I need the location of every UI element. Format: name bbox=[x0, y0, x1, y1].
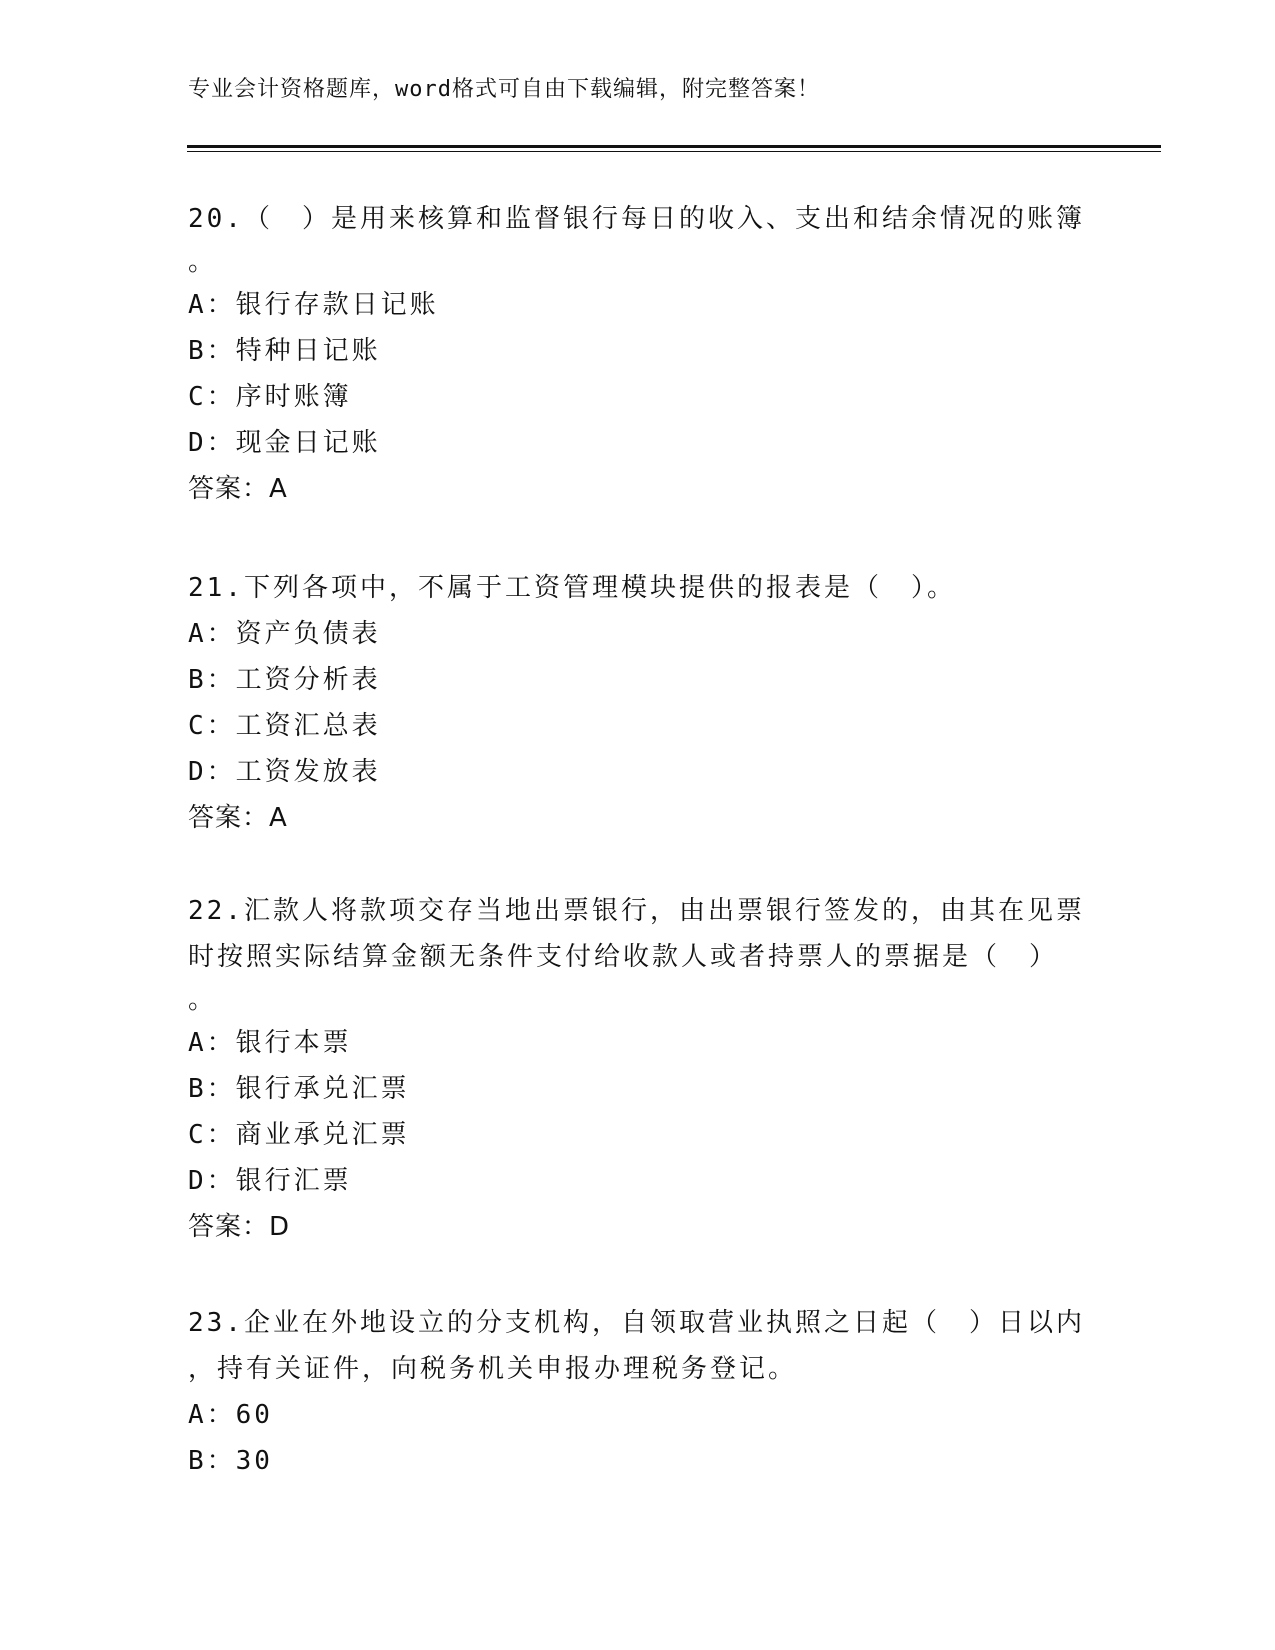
question-22-option-a: A：银行本票 bbox=[188, 1028, 352, 1058]
question-21-option-a: A：资产负债表 bbox=[188, 619, 381, 649]
question-23-option-a: A：60 bbox=[188, 1400, 273, 1430]
question-22-text-line2: 时按照实际结算金额无条件支付给收款人或者持票人的票据是（ ） bbox=[188, 942, 1059, 972]
question-22 bbox=[188, 888, 1088, 1250]
header-divider-thin bbox=[187, 151, 1161, 152]
question-23-text: 23.企业在外地设立的分支机构，自领取营业执照之日起（ ）日以内 bbox=[188, 1308, 1085, 1338]
question-22-answer: 答案：D bbox=[188, 1212, 291, 1242]
question-21 bbox=[188, 565, 1088, 841]
question-20-text-cont: 。 bbox=[188, 247, 215, 277]
question-21-text: 21.下列各项中，不属于工资管理模块提供的报表是（ ）。 bbox=[188, 573, 956, 603]
question-22-option-c: C：商业承兑汇票 bbox=[188, 1120, 410, 1150]
question-20-option-a: A：银行存款日记账 bbox=[188, 290, 439, 320]
question-22-text-cont: 。 bbox=[188, 985, 215, 1015]
question-20-text: 20.（ ）是用来核算和监督银行每日的收入、支出和结余情况的账簿 bbox=[188, 204, 1085, 234]
header-divider-thick bbox=[187, 145, 1161, 148]
page-header: 专业会计资格题库，word格式可自由下载编辑，附完整答案！ bbox=[188, 77, 820, 102]
question-23-option-b: B：30 bbox=[188, 1446, 273, 1476]
question-23-text-line2: ，持有关证件，向税务机关申报办理税务登记。 bbox=[188, 1354, 798, 1384]
question-20 bbox=[188, 196, 1088, 512]
question-20-option-d: D：现金日记账 bbox=[188, 428, 381, 458]
question-21-answer: 答案：A bbox=[188, 803, 288, 833]
question-23 bbox=[188, 1300, 1088, 1484]
question-22-option-b: B：银行承兑汇票 bbox=[188, 1074, 410, 1104]
question-22-text: 22.汇款人将款项交存当地出票银行，由出票银行签发的，由其在见票 bbox=[188, 896, 1085, 926]
question-21-option-b: B：工资分析表 bbox=[188, 665, 381, 695]
question-20-option-b: B：特种日记账 bbox=[188, 336, 381, 366]
question-20-option-c: C：序时账簿 bbox=[188, 382, 352, 412]
question-21-option-d: D：工资发放表 bbox=[188, 757, 381, 787]
question-21-option-c: C：工资汇总表 bbox=[188, 711, 381, 741]
question-20-answer: 答案：A bbox=[188, 474, 288, 504]
question-22-option-d: D：银行汇票 bbox=[188, 1166, 352, 1196]
